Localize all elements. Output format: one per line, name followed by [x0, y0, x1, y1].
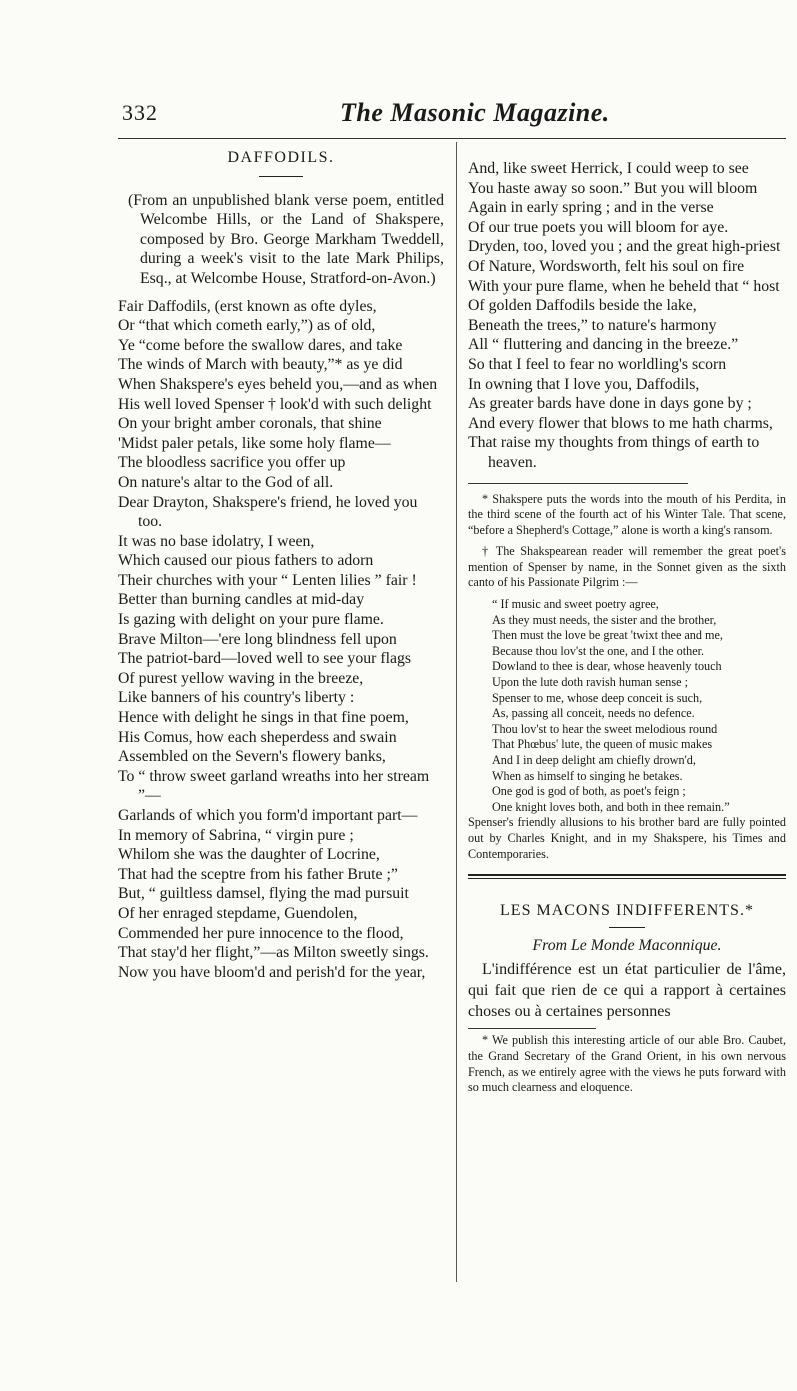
quote-line: And I in deep delight am chiefly drown'd, [492, 753, 696, 767]
poem-line: Again in early spring ; and in the verse [468, 199, 714, 217]
poem-line: As greater bards have done in days gone by ; [468, 395, 752, 413]
left-column [118, 148, 444, 982]
right-column [468, 159, 786, 1096]
quote-line: “ If music and sweet poetry agree, [492, 597, 659, 612]
poem-line: And every flower that blows to me hath charms, [468, 414, 773, 432]
poem-line: That raise my thoughts from things of earth to heaven. [468, 434, 760, 471]
sonnet-quote [468, 597, 786, 815]
poem-line: In memory of Sabrina, “ virgin pure ; [118, 826, 354, 844]
quote-line: Dowland to thee is dear, whose heavenly touch [492, 659, 722, 674]
poem-line: On your bright amber coronals, that shine [118, 415, 382, 433]
quote-line: One knight loves both, and both in thee remain.” [492, 799, 730, 814]
poem-line: On nature's altar to the God of all. [118, 473, 334, 491]
poem-line: Garlands of which you form'd important part— [118, 807, 418, 824]
article-title-rule [609, 927, 645, 928]
poem-line: Brave Milton—'ere long blindness fell upon [118, 630, 397, 648]
poem-line: Fair Daffodils, (erst known as ofte dyles, [118, 297, 377, 315]
quote-line: Upon the lute doth ravish human sense ; [492, 675, 688, 690]
poem-line: 'Midst paler petals, like some holy flame— [118, 434, 391, 452]
quote-line: Thou lov'st to hear the sweet melodious round [492, 721, 718, 736]
poem-line: So that I feel to fear no worldling's scorn [468, 355, 727, 373]
poem-line: To “ throw sweet garland wreaths into her stream ”— [118, 767, 430, 805]
title-rule [259, 176, 303, 177]
poem-line: Better than burning candles at mid-day [118, 591, 365, 609]
poem-line: Of Nature, Wordsworth, felt his soul on fire [468, 257, 745, 275]
article-footnote: * We publish this interesting article of our able Bro. Caubet, the Grand Secretary of the Grand Orient, in his own nervous French, as we entirely agree with the views he puts forward with so much clearness and eloquence. [468, 1033, 786, 1095]
poem-line: You haste away so soon.” But you will bloom [468, 179, 758, 197]
poem-intro-text: (From an unpublished blank verse poem, entitled Welcombe Hills, or the Land of Shakspere, composed by Bro. George Markham Tweddell, during a week's visit to the late Mark Philips, Esq., at Welcombe House, Stratford-on-Avon.) [128, 191, 444, 287]
quote-line: As they must needs, the sister and the brother, [492, 612, 717, 627]
poem-intro [118, 191, 444, 289]
poem-line: Of purest yellow waving in the breeze, [118, 669, 364, 687]
poem-line: With your pure flame, when he beheld that “ host [468, 277, 780, 295]
poem-line: His well loved Spenser † look'd with such delight [118, 395, 432, 413]
poem-line: Now you have bloom'd and perish'd for the year, [118, 963, 426, 981]
article-footnote-rule [468, 1028, 596, 1029]
poem-line: The winds of March with beauty,”* as ye did [118, 356, 403, 374]
poem-line: That had the sceptre from his father Brute ;” [118, 865, 398, 883]
magazine-title: The Masonic Magazine. [340, 98, 610, 127]
poem-line: Assembled on the Severn's flowery banks, [118, 748, 386, 766]
poem-line: Beneath the trees,” to nature's harmony [468, 316, 717, 334]
footnotes [468, 492, 786, 863]
footnote-rule [468, 483, 688, 484]
poem-line: It was no base idolatry, I ween, [118, 532, 315, 550]
poem-line: The patriot-bard—loved well to see your flags [118, 650, 412, 668]
poem-line: Commended her pure innocence to the flood, [118, 924, 404, 942]
poem-line: The bloodless sacrifice you offer up [118, 454, 346, 472]
header-rule [118, 138, 786, 139]
poem-line: Hence with delight he sings in that fine poem, [118, 709, 409, 727]
poem-line: Ye “come before the swallow dares, and take [118, 336, 403, 354]
poem-line: Dryden, too, loved you ; and the great high-priest [468, 238, 781, 256]
article-source: From Le Monde Maconnique. [532, 936, 722, 954]
poem-title: DAFFODILS. [227, 149, 335, 166]
quote-line: Because thou lov'st the one, and I the other. [492, 643, 705, 658]
poem-line: Of our true poets you will bloom for aye. [468, 218, 729, 236]
page-number: 332 [122, 100, 158, 125]
section-divider [468, 874, 786, 879]
poem-line: Of golden Daffodils beside the lake, [468, 297, 697, 315]
poem-line: His Comus, how each sheperdess and swain [118, 728, 397, 746]
poem-line: When Shakspere's eyes beheld you,—and as when [118, 375, 438, 393]
footnote-1: * Shakspere puts the words into the mouth of his Perdita, in the third scene of the fourth act of his Winter Tale. That scene, “before a Shepherd's Cottage,” alone is worth a king's ransom. [468, 491, 786, 537]
poem-line: But, “ guiltless damsel, flying the mad pursuit [118, 885, 409, 903]
footnote-2: † The Shakspearean reader will remember the great poet's mention of Spenser by name, in the Sonnet given as the sixth canto of his Passionate Pilgrim :— [468, 544, 786, 590]
article-title: LES MACONS INDIFFERENTS.* [500, 902, 754, 920]
quote-line: Then must the love be great 'twixt thee and me, [492, 628, 723, 643]
quote-line: When as himself to singing he betakes. [492, 768, 683, 783]
article-body: L'indifférence est un état particulier de l'âme, qui fait que rien de ce qui a rapport à certaines choses ou à certaines personnes [468, 961, 786, 1021]
poem-line: Is gazing with delight on your pure flame. [118, 611, 384, 629]
column-divider [456, 142, 457, 1282]
poem-line: In owning that I love you, Daffodils, [468, 375, 700, 393]
footnote-2-end: Spenser's friendly allusions to his brother bard are fully pointed out by Charles Knight, and in my Shakspere, his Times and Contemporaries. [468, 815, 786, 861]
poem-verse-right [468, 159, 786, 473]
page-header [0, 88, 797, 128]
poem-line: And, like sweet Herrick, I could weep to see [468, 160, 749, 177]
poem-line: Of her enraged stepdame, Guendolen, [118, 904, 358, 922]
quote-line: As, passing all conceit, needs no defence. [492, 706, 695, 721]
poem-line: All “ fluttering and dancing in the breeze.” [468, 336, 739, 354]
quote-line: That Phœbus' lute, the queen of music makes [492, 737, 713, 752]
poem-line: Which caused our pious fathers to adorn [118, 552, 374, 570]
poem-verse-left [118, 297, 444, 983]
quote-line: One god is god of both, as poet's feign ; [492, 784, 686, 799]
quote-line: Spenser to me, whose deep conceit is such, [492, 690, 703, 705]
poem-line: That stay'd her flight,”—as Milton sweetly sings. [118, 944, 429, 962]
poem-line: Whilom she was the daughter of Locrine, [118, 846, 380, 864]
poem-line: Like banners of his country's liberty : [118, 689, 355, 707]
poem-line: Their churches with your “ Lenten lilies ” fair ! [118, 571, 417, 589]
poem-line: Dear Drayton, Shakspere's friend, he loved you too. [118, 493, 418, 531]
poem-line: Or “that which cometh early,”) as of old, [118, 317, 376, 335]
